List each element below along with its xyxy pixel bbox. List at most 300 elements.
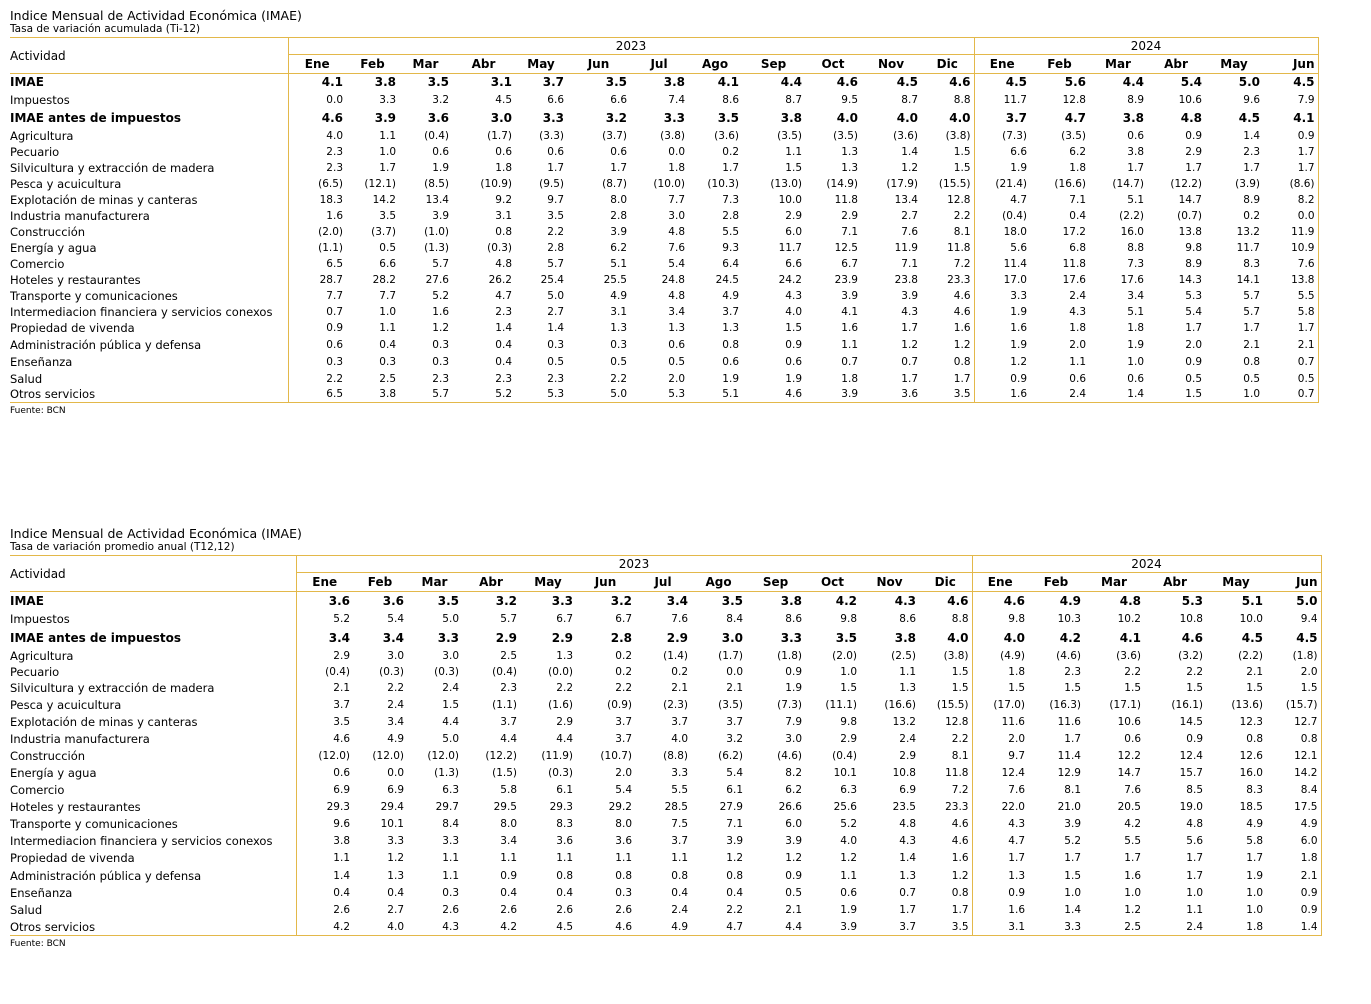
value-cell: 6.1 — [556, 784, 573, 796]
value-cell: 2.4 — [1030, 387, 1089, 403]
value-cell: 0.6 — [785, 356, 802, 368]
value-cell: 12.3 — [1239, 716, 1263, 728]
value-cell: (8.8) — [663, 750, 688, 762]
row-label: Explotación de minas y canteras — [10, 715, 198, 729]
value-cell: 0.5 — [1243, 372, 1260, 385]
value-cell: 14.7 — [1117, 767, 1141, 779]
row-label: Enseñanza — [10, 355, 73, 369]
value-cell: (3.3) — [539, 129, 564, 142]
value-cell: 5.4 — [1180, 75, 1202, 90]
value-cell: 1.2 — [840, 852, 857, 864]
value-cell: 3.3 — [551, 593, 573, 608]
value-cell: (14.9) — [826, 177, 858, 190]
value-cell: 2.9 — [296, 648, 353, 664]
value-cell: (2.5) — [891, 649, 916, 662]
value-cell: 3.0 — [721, 630, 743, 645]
row-label: Industria manufacturera — [10, 208, 150, 223]
value-cell: 7.6 — [1263, 256, 1318, 272]
table-row — [10, 144, 1318, 160]
value-cell: 5.0 — [547, 289, 564, 302]
value-cell: 4.0 — [288, 128, 346, 144]
value-cell: 1.9 — [974, 304, 1030, 320]
value-cell: 8.8 — [1127, 241, 1144, 254]
value-cell: 1.5 — [951, 682, 969, 694]
value-cell: 5.3 — [1181, 593, 1203, 608]
table-row — [10, 680, 1321, 697]
month-header: Nov — [860, 573, 919, 592]
value-cell: 0.0 — [387, 767, 404, 779]
value-cell: (1.6) — [548, 699, 573, 711]
value-cell: 0.7 — [899, 887, 916, 899]
value-cell: 8.8 — [953, 93, 971, 106]
value-cell: 12.1 — [1266, 748, 1321, 765]
value-cell: 1.5 — [1147, 387, 1205, 403]
value-cell: 2.9 — [899, 750, 916, 762]
month-header: Oct — [805, 55, 861, 74]
value-cell: 1.7 — [1263, 320, 1318, 336]
value-cell: 0.6 — [722, 356, 739, 368]
value-cell: 2.0 — [615, 767, 632, 779]
value-cell: 1.0 — [379, 305, 396, 318]
value-cell: (10.9) — [480, 177, 512, 190]
value-cell: 3.9 — [1064, 818, 1081, 830]
value-cell: 6.7 — [841, 257, 858, 270]
value-cell: 1.8 — [1266, 850, 1321, 867]
value-cell: 2.9 — [495, 630, 517, 645]
value-cell: 1.3 — [556, 649, 573, 662]
month-header: Mar — [399, 55, 452, 74]
value-cell: 1.7 — [1185, 161, 1202, 174]
value-cell: 1.0 — [1124, 887, 1141, 899]
value-cell: 1.7 — [1243, 161, 1260, 174]
value-cell: 5.7 — [1243, 305, 1260, 318]
row-label: Industria manufacturera — [10, 732, 150, 746]
table-row — [10, 782, 1321, 799]
value-cell: 1.0 — [1186, 887, 1203, 899]
value-cell: 5.2 — [840, 818, 857, 830]
value-cell: 7.6 — [901, 225, 918, 238]
value-cell: 10.6 — [1178, 93, 1202, 106]
value-cell: 23.8 — [894, 273, 918, 286]
value-cell: 12.8 — [947, 193, 971, 206]
row-label: IMAE — [10, 75, 44, 90]
value-cell: 6.5 — [288, 387, 346, 403]
value-cell: (21.4) — [974, 176, 1030, 192]
value-cell: 3.9 — [901, 289, 918, 302]
value-cell: 8.4 — [726, 612, 743, 625]
value-cell: 2.0 — [1266, 664, 1321, 680]
row-label: Pesca y acuicultura — [10, 176, 122, 191]
value-cell: 7.1 — [841, 225, 858, 238]
value-cell: 4.4 — [500, 733, 517, 745]
value-cell: 1.8 — [972, 664, 1028, 680]
table-row — [10, 697, 1321, 714]
value-cell: 1.6 — [951, 852, 969, 864]
value-cell: 4.8 — [668, 225, 685, 238]
value-cell: 20.5 — [1117, 801, 1141, 813]
value-cell: 3.9 — [841, 289, 858, 302]
value-cell: 3.4 — [666, 593, 688, 608]
value-cell: 10.8 — [1179, 612, 1203, 625]
value-cell: 0.6 — [1127, 129, 1144, 142]
value-cell: 0.6 — [495, 145, 512, 158]
value-cell: 2.5 — [1084, 919, 1144, 936]
value-cell: 11.8 — [945, 767, 969, 779]
value-cell: 13.8 — [1178, 225, 1202, 238]
value-cell: 29.3 — [296, 799, 353, 816]
value-cell: 4.5 — [1238, 111, 1260, 125]
value-cell: 3.9 — [805, 919, 860, 936]
value-cell: 3.8 — [780, 593, 802, 608]
month-header: Jun — [1263, 55, 1318, 74]
value-cell: 1.4 — [547, 321, 564, 334]
value-cell: 28.5 — [664, 801, 688, 813]
value-cell: 5.1 — [1127, 193, 1144, 206]
value-cell: 0.5 — [668, 356, 685, 368]
value-cell: 1.1 — [379, 129, 396, 142]
year-2023-header: 2023 — [296, 556, 972, 573]
value-cell: (0.4) — [974, 208, 1030, 224]
value-cell: 6.9 — [899, 784, 916, 796]
value-cell: 19.0 — [1179, 801, 1203, 813]
value-cell: 0.6 — [1069, 372, 1086, 385]
value-cell: 4.7 — [972, 833, 1028, 850]
value-cell: 12.6 — [1239, 750, 1263, 762]
value-cell: 1.2 — [726, 852, 743, 864]
value-cell: 1.4 — [296, 867, 353, 885]
value-cell: 9.8 — [1185, 241, 1202, 254]
value-cell: 3.9 — [726, 835, 743, 847]
value-cell: 0.8 — [1246, 733, 1263, 745]
value-cell: 2.1 — [1243, 338, 1260, 351]
value-cell: 3.7 — [671, 716, 688, 728]
value-cell: 2.2 — [953, 209, 971, 222]
value-cell: (1.1) — [492, 699, 517, 711]
value-cell: 0.2 — [671, 665, 688, 678]
value-cell: 0.3 — [610, 338, 627, 351]
value-cell: 4.3 — [1069, 305, 1086, 318]
table-row — [10, 867, 1321, 885]
value-cell: (16.1) — [1171, 699, 1203, 711]
value-cell: 4.4 — [442, 716, 459, 728]
row-label: Agricultura — [10, 648, 74, 663]
value-cell: 1.7 — [899, 904, 916, 916]
value-cell: 26.6 — [778, 801, 802, 813]
value-cell: 8.7 — [785, 93, 802, 106]
value-cell: 3.0 — [785, 733, 802, 745]
value-cell: 1.3 — [387, 869, 404, 882]
value-cell: 4.6 — [951, 835, 969, 847]
value-cell: (15.7) — [1266, 697, 1321, 714]
value-cell: 4.5 — [974, 74, 1030, 91]
value-cell: 4.5 — [1263, 74, 1318, 91]
value-cell: 3.7 — [500, 716, 517, 728]
value-cell: 18.0 — [974, 224, 1030, 240]
value-cell: (1.7) — [718, 649, 743, 662]
value-cell: (17.1) — [1109, 699, 1141, 711]
value-cell: 3.7 — [974, 109, 1030, 128]
value-cell: 4.9 — [610, 289, 627, 302]
value-cell: 12.2 — [1117, 750, 1141, 762]
value-cell: 29.7 — [435, 801, 459, 813]
value-cell: 0.7 — [288, 304, 346, 320]
value-cell: 2.9 — [841, 209, 858, 222]
value-cell: 3.9 — [432, 209, 449, 222]
value-cell: 8.7 — [901, 93, 918, 106]
value-cell: 13.8 — [1263, 272, 1318, 288]
value-cell: 0.9 — [785, 869, 802, 882]
value-cell: 4.2 — [1124, 818, 1141, 830]
month-header: Jun — [567, 55, 630, 74]
value-cell: 13.2 — [1236, 225, 1260, 238]
value-cell: 3.6 — [861, 387, 921, 403]
value-cell: 3.8 — [296, 833, 353, 850]
row-label: IMAE antes de impuestos — [10, 111, 181, 125]
value-cell: 0.7 — [1263, 354, 1318, 371]
value-cell: 1.3 — [841, 145, 858, 158]
value-cell: 2.3 — [1064, 665, 1081, 678]
value-cell: 0.5 — [1263, 371, 1318, 387]
value-cell: 2.3 — [1243, 145, 1260, 158]
value-cell: 8.0 — [615, 818, 632, 830]
value-cell: 5.8 — [1263, 304, 1318, 320]
value-cell: 11.4 — [1057, 750, 1081, 762]
value-cell: 9.3 — [722, 241, 739, 254]
row-label: Administración pública y defensa — [10, 337, 202, 352]
value-cell: 3.2 — [432, 93, 449, 106]
table-row — [10, 731, 1321, 748]
value-cell: (14.7) — [1112, 177, 1144, 190]
value-cell: 0.5 — [610, 356, 627, 368]
month-header: Oct — [805, 573, 860, 592]
value-cell: 4.7 — [691, 919, 746, 936]
value-cell: (1.3) — [434, 767, 459, 779]
value-cell: 2.2 — [615, 682, 632, 694]
value-cell: 0.8 — [495, 225, 512, 238]
value-cell: 7.6 — [972, 782, 1028, 799]
value-cell: 1.5 — [1266, 680, 1321, 697]
value-cell: 3.2 — [605, 111, 627, 125]
value-cell: 4.9 — [1246, 818, 1263, 830]
value-cell: 0.9 — [1185, 356, 1202, 368]
value-cell: 3.0 — [668, 209, 685, 222]
value-cell: 3.7 — [726, 716, 743, 728]
table-row — [10, 192, 1318, 208]
value-cell: 7.6 — [668, 241, 685, 254]
value-cell: (17.0) — [972, 697, 1028, 714]
table-title: Indice Mensual de Actividad Económica (IMAE) — [10, 526, 302, 541]
month-header: May — [520, 573, 576, 592]
value-cell: 8.4 — [1266, 782, 1321, 799]
data-table — [10, 37, 1319, 403]
value-cell: 14.5 — [1179, 716, 1203, 728]
table-row — [10, 371, 1318, 387]
value-cell: (9.5) — [539, 177, 564, 190]
value-cell: 1.4 — [899, 852, 916, 864]
value-cell: 5.0 — [567, 387, 630, 403]
value-cell: 4.2 — [296, 919, 353, 936]
month-header: Sep — [742, 55, 805, 74]
row-label: IMAE — [10, 593, 44, 608]
value-cell: 0.9 — [1186, 733, 1203, 745]
value-cell: 2.2 — [610, 372, 627, 385]
table-row — [10, 160, 1318, 176]
row-label: Agricultura — [10, 128, 74, 143]
row-label: Transporte y comunicaciones — [10, 288, 178, 303]
value-cell: 0.7 — [841, 356, 858, 368]
month-header: Feb — [353, 573, 407, 592]
value-cell: 1.6 — [974, 320, 1030, 336]
value-cell: (0.3) — [548, 767, 573, 779]
value-cell: 5.6 — [1186, 835, 1203, 847]
value-cell: 4.0 — [785, 305, 802, 318]
value-cell: 1.5 — [951, 665, 969, 678]
table-row — [10, 336, 1318, 354]
value-cell: 3.1 — [490, 75, 512, 90]
value-cell: 1.5 — [972, 680, 1028, 697]
value-cell: 1.1 — [442, 852, 459, 864]
table-row — [10, 208, 1318, 224]
value-cell: 4.6 — [1181, 630, 1203, 645]
row-label: Hoteles y restaurantes — [10, 800, 141, 814]
value-cell: 5.7 — [1243, 289, 1260, 302]
month-header: Mar — [407, 573, 462, 592]
month-header: Ene — [972, 573, 1028, 592]
value-cell: 3.5 — [717, 111, 739, 125]
month-header: Feb — [346, 55, 399, 74]
value-cell: 8.1 — [951, 750, 969, 762]
value-cell: (0.4) — [832, 750, 857, 762]
value-cell: 1.7 — [951, 904, 969, 916]
value-cell: 10.0 — [778, 193, 802, 206]
value-cell: 2.0 — [668, 372, 685, 385]
value-cell: 1.1 — [785, 145, 802, 158]
value-cell: 3.9 — [785, 835, 802, 847]
value-cell: 18.3 — [288, 192, 346, 208]
table-row — [10, 902, 1321, 919]
value-cell: 24.5 — [715, 273, 739, 286]
value-cell: 4.2 — [462, 919, 520, 936]
value-cell: 1.2 — [901, 338, 918, 351]
value-cell: 1.9 — [432, 161, 449, 174]
value-cell: 6.3 — [442, 784, 459, 796]
value-cell: 3.8 — [346, 387, 399, 403]
value-cell: 2.6 — [556, 904, 573, 916]
value-cell: 7.1 — [1069, 193, 1086, 206]
value-cell: 6.4 — [722, 257, 739, 270]
value-cell: 5.1 — [688, 387, 742, 403]
value-cell: 2.3 — [288, 144, 346, 160]
value-cell: 2.2 — [951, 733, 969, 745]
month-header: Feb — [1028, 573, 1084, 592]
value-cell: 2.3 — [288, 160, 346, 176]
table-row — [10, 74, 1318, 91]
table-row — [10, 240, 1318, 256]
value-cell: (3.6) — [1116, 649, 1141, 662]
month-header: Jun — [1266, 573, 1321, 592]
value-cell: (1.8) — [777, 649, 802, 662]
value-cell: 1.7 — [972, 850, 1028, 867]
value-cell: 5.8 — [500, 784, 517, 796]
row-label: Enseñanza — [10, 886, 73, 900]
value-cell: (2.3) — [663, 699, 688, 711]
value-cell: 3.2 — [495, 593, 517, 608]
value-cell: 12.9 — [1057, 767, 1081, 779]
value-cell: (3.9) — [1235, 177, 1260, 190]
month-header: Jul — [630, 55, 688, 74]
value-cell: 4.5 — [896, 75, 918, 90]
month-header: Jun — [576, 573, 635, 592]
value-cell: 4.0 — [947, 630, 969, 645]
month-header: Ene — [296, 573, 353, 592]
value-cell: 4.6 — [742, 387, 805, 403]
value-cell: 5.1 — [610, 257, 627, 270]
value-cell: 5.1 — [1241, 593, 1263, 608]
value-cell: 4.3 — [407, 919, 462, 936]
imae-table-annual-average — [10, 526, 1322, 949]
value-cell: 2.1 — [671, 682, 688, 694]
value-cell: 4.3 — [972, 816, 1028, 833]
value-cell: 3.5 — [835, 630, 857, 645]
value-cell: 1.2 — [1124, 904, 1141, 916]
value-cell: 2.1 — [1266, 867, 1321, 885]
value-cell: (12.0) — [372, 750, 404, 762]
value-cell: 0.6 — [1127, 372, 1144, 385]
value-cell: 1.2 — [387, 852, 404, 864]
value-cell: 4.6 — [953, 289, 971, 302]
value-cell: 12.8 — [1062, 93, 1086, 106]
row-label: Pecuario — [10, 144, 60, 159]
value-cell: 3.4 — [500, 835, 517, 847]
value-cell: 1.7 — [610, 161, 627, 174]
value-cell: 4.6 — [947, 593, 969, 608]
value-cell: 3.3 — [1028, 919, 1084, 936]
value-cell: 3.6 — [556, 835, 573, 847]
value-cell: 4.8 — [495, 257, 512, 270]
value-cell: 0.8 — [615, 869, 632, 882]
value-cell: 6.6 — [547, 93, 564, 106]
value-cell: (0.4) — [296, 664, 353, 680]
value-cell: 1.8 — [495, 161, 512, 174]
value-cell: 5.4 — [1185, 305, 1202, 318]
value-cell: 0.2 — [1243, 209, 1260, 222]
value-cell: 16.0 — [1239, 767, 1263, 779]
value-cell: 2.3 — [500, 682, 517, 694]
value-cell: 5.7 — [500, 612, 517, 625]
row-label: Energía y agua — [10, 766, 97, 780]
value-cell: 12.4 — [972, 765, 1028, 782]
value-cell: 7.6 — [671, 612, 688, 625]
row-label: Propiedad de vivenda — [10, 320, 135, 335]
value-cell: 5.2 — [1064, 835, 1081, 847]
value-cell: 8.4 — [442, 818, 459, 830]
table-subtitle: Tasa de variación acumulada (Ti-12) — [10, 23, 201, 35]
value-cell: 4.6 — [576, 919, 635, 936]
value-cell: 23.3 — [947, 273, 971, 286]
value-cell: 1.6 — [974, 387, 1030, 403]
value-cell: (3.5) — [777, 129, 802, 142]
value-cell: 2.1 — [785, 904, 802, 916]
value-cell: 4.1 — [288, 74, 346, 91]
value-cell: 1.7 — [1064, 733, 1081, 745]
table-row — [10, 648, 1321, 664]
value-cell: 2.2 — [556, 682, 573, 694]
value-cell: 5.1 — [1127, 305, 1144, 318]
value-cell: 0.6 — [1124, 733, 1141, 745]
value-cell: 2.0 — [1069, 338, 1086, 351]
value-cell: 3.5 — [605, 75, 627, 90]
value-cell: 1.0 — [840, 665, 857, 678]
